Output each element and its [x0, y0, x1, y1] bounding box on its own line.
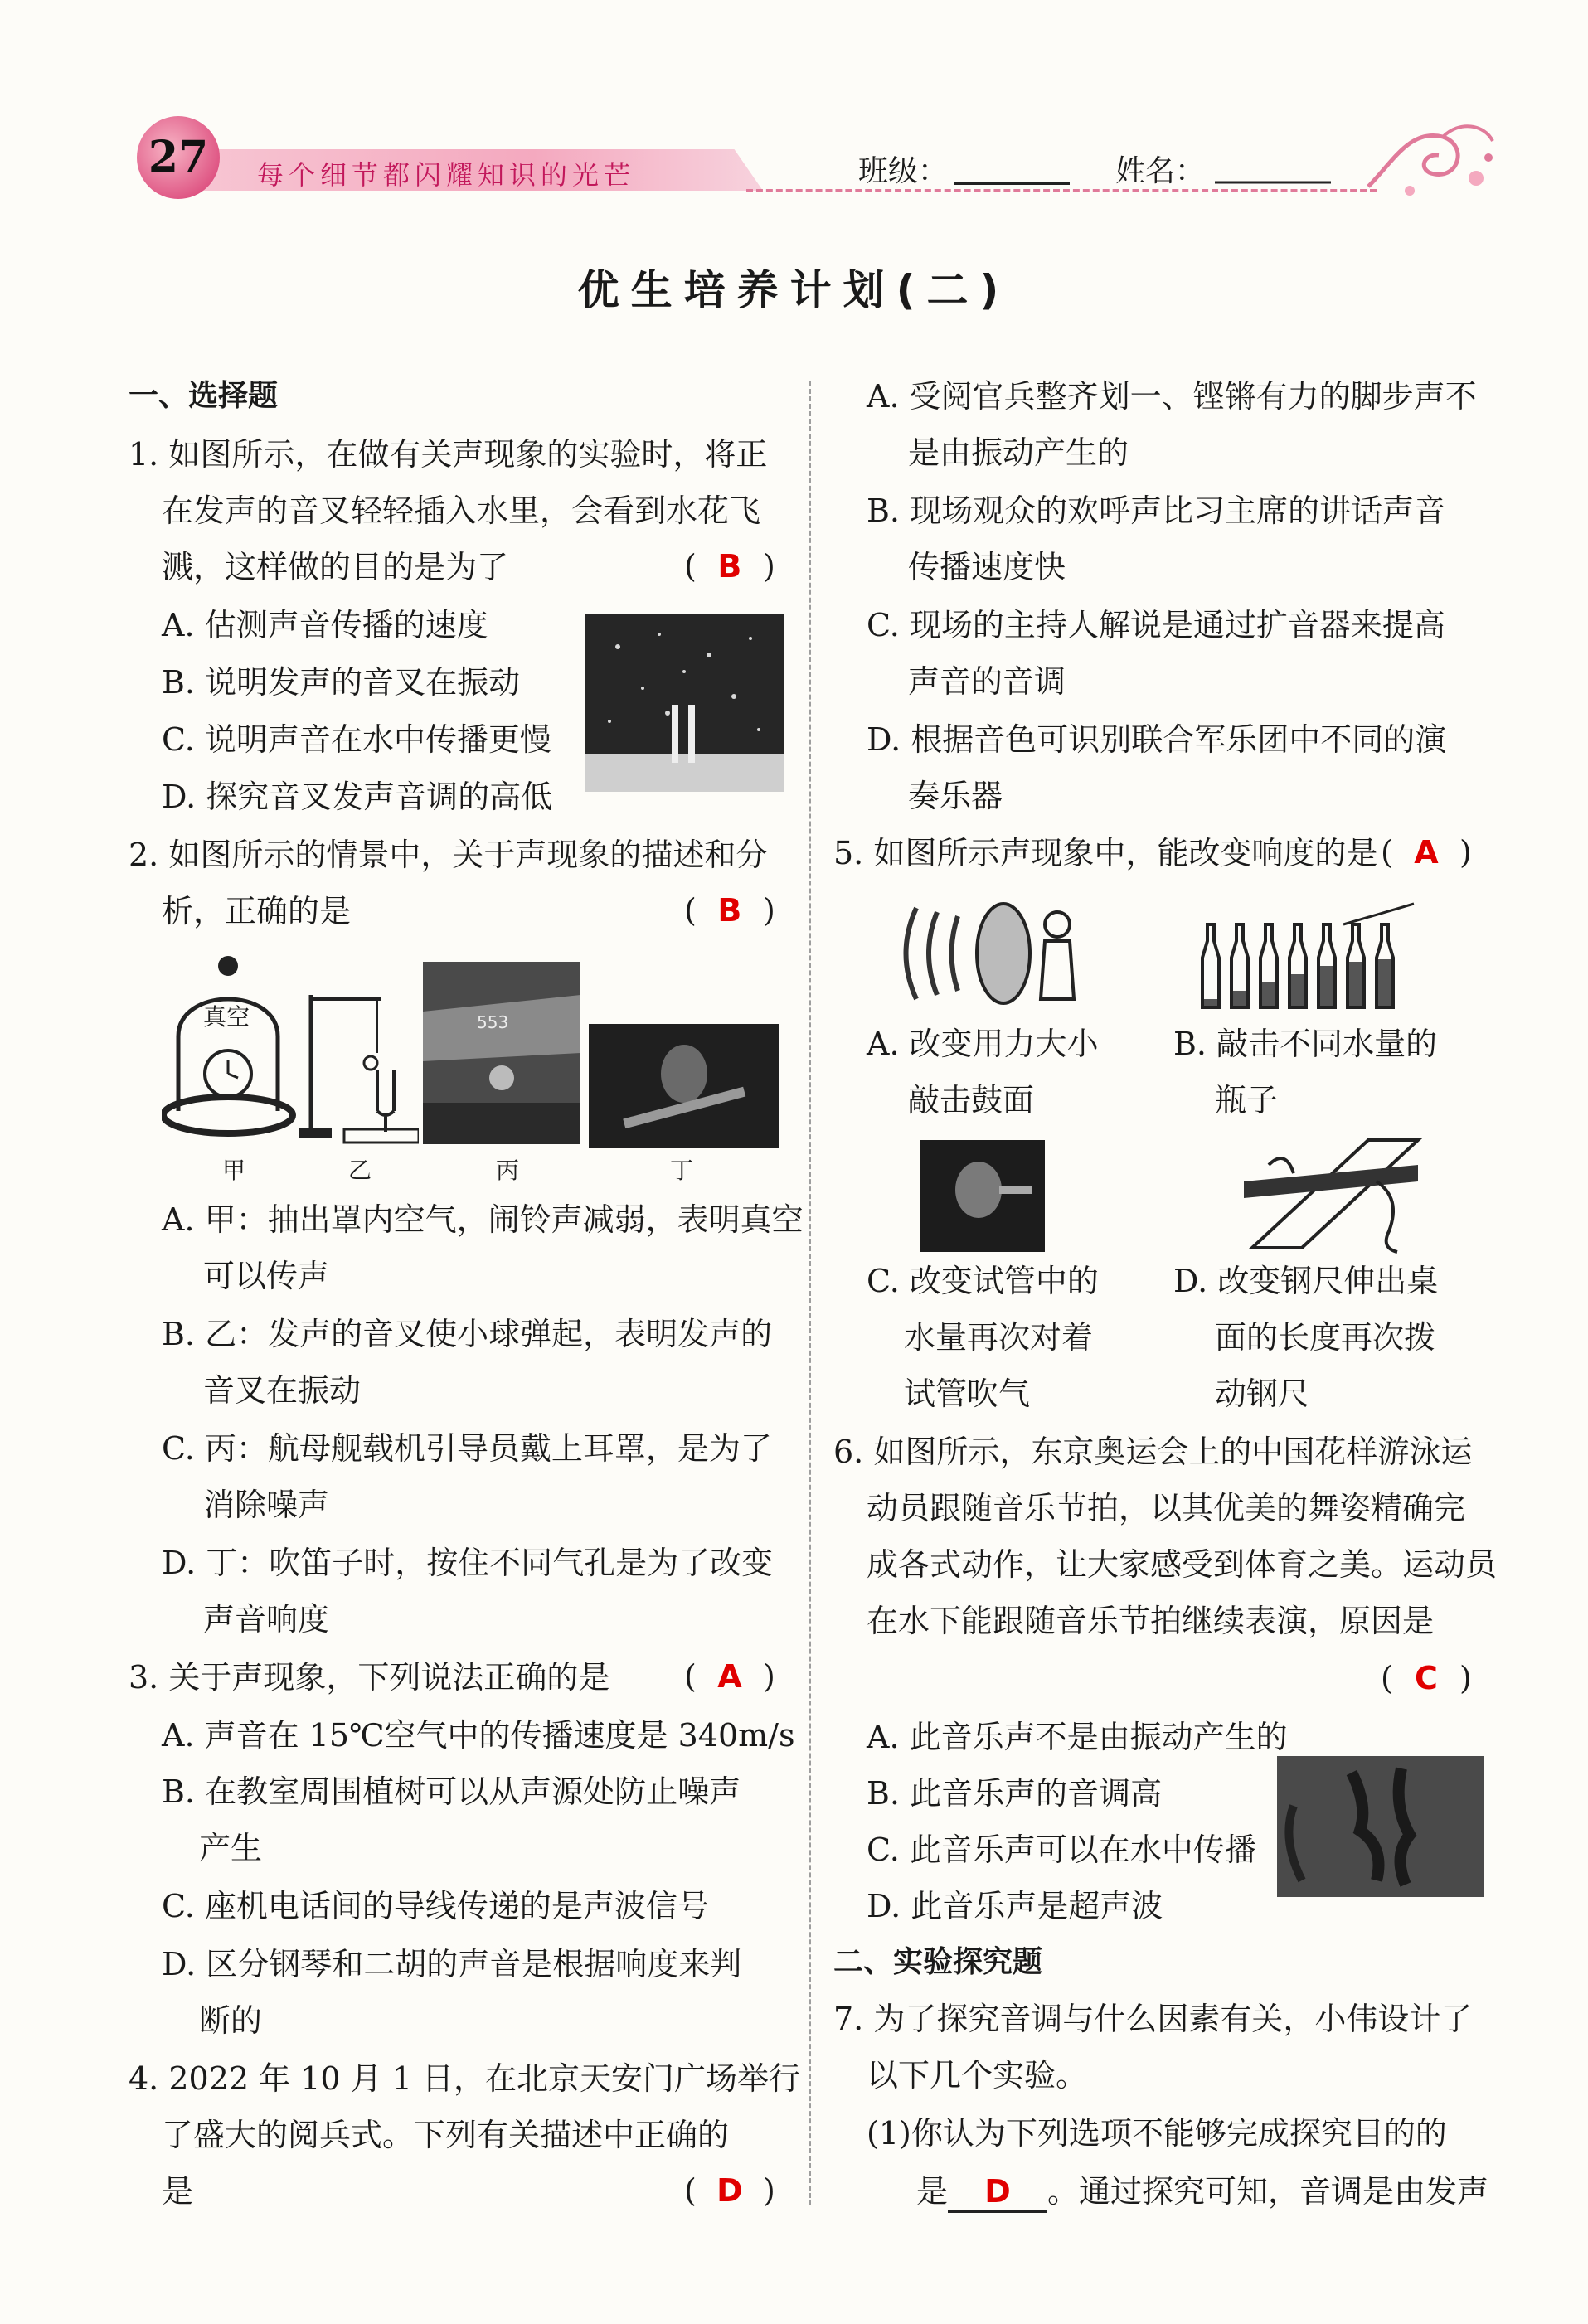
q5-option-cont: 瓶子	[1215, 1082, 1279, 1118]
q3-answer: A	[717, 1658, 742, 1695]
q2-stem-line: 2. 如图所示的情景中，关于声现象的描述和分	[129, 837, 768, 873]
flute-player-photo	[589, 1024, 779, 1148]
q5-option-cont: 水量再次对着	[904, 1319, 1094, 1356]
q2-option-cont: 声音响度	[203, 1601, 330, 1637]
q5-option-cont: 试管吹气	[904, 1375, 1031, 1412]
name-blank	[1215, 178, 1331, 185]
tuning-fork-water-photo	[585, 614, 784, 792]
carrier-jet-photo	[423, 962, 580, 1144]
q6-stem-line: 成各式动作，让大家感受到体育之美。运动员	[867, 1546, 1498, 1583]
section-heading-choice: 一、选择题	[129, 379, 279, 413]
q1-answer: B	[717, 548, 742, 585]
q1-stem-line: 在发声的音叉轻轻插入水里，会看到水花飞	[162, 492, 761, 529]
q1-stem-line: 溅，这样做的目的是为了	[162, 549, 509, 585]
q5-option: C. 改变试管中的	[867, 1263, 1099, 1299]
q4-option: C. 现场的主持人解说是通过扩音器来提高	[867, 607, 1445, 643]
q2-option: C. 丙：航母舰载机引导员戴上耳罩，是为了	[162, 1430, 772, 1467]
synchronized-swimming-photo	[1277, 1756, 1484, 1897]
q2-option: A. 甲：抽出罩内空气，闹铃声减弱，表明真空	[162, 1201, 804, 1238]
ruler-table-figure	[1244, 1132, 1426, 1256]
q2-answer: B	[717, 892, 742, 929]
q4-stem-line: 是	[162, 2173, 194, 2210]
q2-option: D. 丁：吹笛子时，按住不同气孔是为了改变	[162, 1545, 774, 1581]
q7-stem-line: (1)你认为下列选项不能够完成探究目的的	[867, 2115, 1447, 2152]
q3-option: B. 在教室周围植树可以从声源处防止噪声	[162, 1773, 741, 1810]
q6-option: A. 此音乐声不是由振动产生的	[867, 1719, 1288, 1755]
q3-option: C. 座机电话间的导线传递的是声波信号	[162, 1888, 709, 1924]
q5-option: B. 敲击不同水量的	[1173, 1026, 1438, 1062]
q4-option: D. 根据音色可识别联合军乐团中不同的演	[867, 721, 1447, 758]
q1-answer-bracket: ( B )	[684, 548, 775, 585]
q5-stem-line: 5. 如图所示声现象中，能改变响度的是	[833, 835, 1378, 871]
q4-answer: D	[716, 2172, 743, 2209]
q7-answer-line	[916, 2172, 1488, 2213]
q6-answer-bracket: ( C )	[1381, 1660, 1472, 1696]
q4-option-cont: 传播速度快	[908, 549, 1066, 585]
class-label: 班级：	[858, 154, 949, 188]
figure-caption-ding: 丁	[670, 1157, 694, 1184]
q6-option: D. 此音乐声是超声波	[867, 1888, 1163, 1924]
q5-option: D. 改变钢尺伸出桌	[1173, 1263, 1439, 1299]
bell-jar-figure	[162, 953, 303, 1144]
q2-option: B. 乙：发声的音叉使小球弹起，表明发声的	[162, 1316, 773, 1352]
q2-option-cont: 可以传声	[203, 1258, 330, 1294]
header-motto: 每个细节都闪耀知识的光芒	[257, 159, 636, 191]
figure-caption-yi: 乙	[348, 1157, 372, 1184]
q6-stem-line: 动员跟随音乐节拍，以其优美的舞姿精确完	[867, 1490, 1466, 1526]
page-number: 27	[137, 116, 220, 199]
q1-option: D. 探究音叉发声音调的高低	[162, 779, 553, 815]
q5-answer: A	[1414, 834, 1439, 871]
q4-option: B. 现场观众的欢呼声比习主席的讲话声音	[867, 492, 1446, 529]
column-divider	[809, 381, 811, 2205]
q4-option: A. 受阅官兵整齐划一、铿锵有力的脚步声不	[867, 378, 1477, 415]
class-blank	[954, 182, 1070, 185]
q2-stem-line: 析，正确的是	[162, 893, 352, 929]
q3-option: D. 区分钢琴和二胡的声音是根据响度来判	[162, 1946, 742, 1982]
q7-stem-line: 以下几个实验。	[867, 2057, 1088, 2094]
q6-answer: C	[1414, 1660, 1438, 1696]
q2-option-cont: 音叉在振动	[203, 1372, 362, 1409]
q5-option-cont: 面的长度再次拨	[1215, 1319, 1436, 1356]
q7-answer-prefix: 是	[916, 2173, 949, 2210]
q2-option-cont: 消除噪声	[203, 1487, 330, 1523]
q3-option: A. 声音在 15℃空气中的传播速度是 340m/s	[162, 1717, 795, 1754]
test-tube-blowing-photo	[920, 1140, 1045, 1252]
q6-option: C. 此音乐声可以在水中传播	[867, 1832, 1256, 1868]
q3-option-cont: 断的	[199, 2002, 263, 2039]
q7-answer-suffix: 。通过探究可知，音调是由发声	[1047, 2173, 1489, 2210]
q1-option: C. 说明声音在水中传播更慢	[162, 721, 551, 758]
section-heading-experiment: 二、实验探究题	[833, 1945, 1043, 1979]
q3-answer-bracket: ( A )	[684, 1658, 775, 1695]
header-dashed-line	[746, 189, 1377, 192]
q5-answer-bracket: ( A )	[1381, 834, 1472, 871]
q5-option: A. 改变用力大小	[867, 1026, 1099, 1062]
figure-caption-bing: 丙	[496, 1157, 520, 1184]
q3-stem-line: 3. 关于声现象，下列说法正确的是	[129, 1659, 610, 1696]
drum-figure	[891, 891, 1090, 1016]
jet-number-text: 553	[477, 1012, 509, 1032]
q6-stem-line: 6. 如图所示，东京奥运会上的中国花样游泳运	[833, 1434, 1473, 1470]
q3-option-cont: 产生	[199, 1830, 263, 1866]
q4-option-cont: 声音的音调	[908, 663, 1066, 700]
q4-option-cont: 是由振动产生的	[908, 434, 1129, 471]
q1-option: B. 说明发声的音叉在振动	[162, 664, 521, 701]
q4-answer-bracket: ( D )	[684, 2172, 775, 2209]
q5-option-cont: 敲击鼓面	[908, 1082, 1035, 1118]
name-label: 姓名：	[1115, 154, 1206, 188]
q5-option-cont: 动钢尺	[1215, 1375, 1310, 1412]
q4-stem-line: 了盛大的阅兵式。下列有关描述中正确的	[162, 2117, 730, 2153]
bottles-figure	[1194, 900, 1426, 1016]
figure-caption-jia: 甲	[222, 1157, 246, 1184]
q4-stem-line: 4. 2022 年 10 月 1 日，在北京天安门广场举行	[129, 2060, 800, 2097]
q6-stem-line: 在水下能跟随音乐节拍继续表演，原因是	[867, 1603, 1435, 1639]
q7-answer: D	[948, 2172, 1047, 2213]
page-title: 优生培养计划(二)	[577, 266, 1011, 314]
q7-stem-line: 7. 为了探究音调与什么因素有关，小伟设计了	[833, 2001, 1473, 2037]
bell-jar-vacuum-label: 真空	[203, 1003, 250, 1031]
q1-stem-line: 1. 如图所示，在做有关声现象的实验时，将正	[129, 436, 768, 473]
q6-option: B. 此音乐声的音调高	[867, 1775, 1163, 1812]
flower-ornament-icon	[1360, 112, 1501, 203]
q2-answer-bracket: ( B )	[684, 892, 775, 929]
q1-option: A. 估测声音传播的速度	[162, 607, 488, 643]
q4-option-cont: 奏乐器	[908, 778, 1003, 814]
tuning-fork-ball-figure	[294, 987, 419, 1144]
